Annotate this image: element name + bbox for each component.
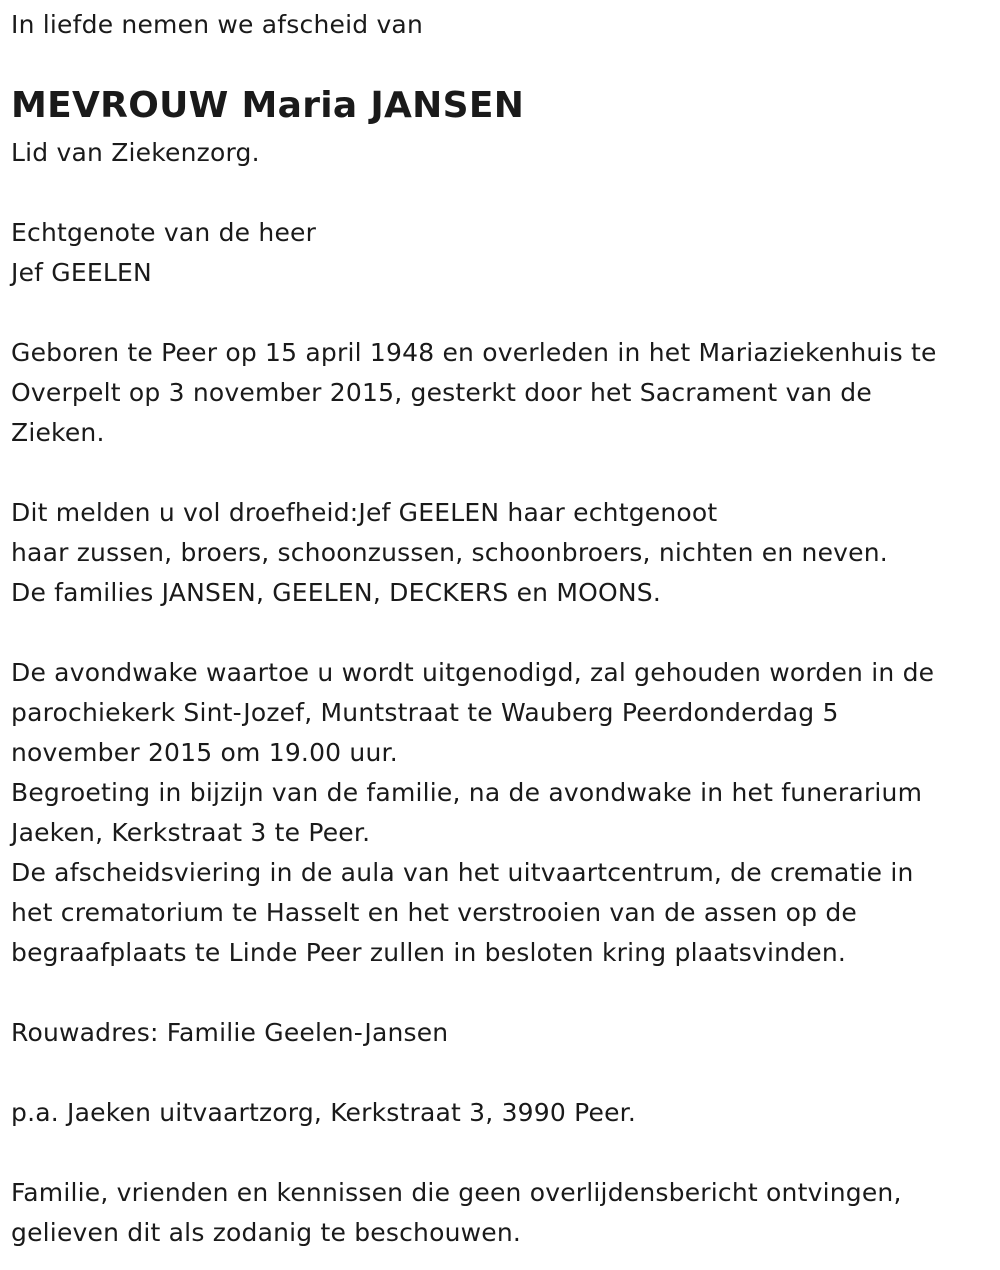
ceremony-line: De afscheidsviering in de aula van het uitvaartcentrum, de crematie in (11, 858, 914, 887)
announcer-line: Dit melden u vol droefheid:Jef GEELEN haar echtgenoot (11, 498, 718, 527)
closing-line: gelieven dit als zodanig te beschouwen. (11, 1218, 522, 1247)
spacer (11, 453, 991, 493)
spouse-name: Jef GEELEN (11, 258, 152, 287)
care-of-address: p.a. Jaeken uitvaartzorg, Kerkstraat 3, 3990 Peer. (11, 1098, 637, 1127)
spacer (11, 613, 991, 653)
deceased-name: MEVROUW Maria JANSEN (11, 85, 525, 126)
spacer (11, 1133, 991, 1173)
closing-line: Familie, vrienden en kennissen die geen overlijdensbericht ontvingen, (11, 1178, 902, 1207)
birth-line: Zieken. (11, 418, 105, 447)
ceremony-line: november 2015 om 19.00 uur. (11, 738, 398, 767)
ceremony-line: De avondwake waartoe u wordt uitgenodigd, zal gehouden worden in de (11, 658, 935, 687)
birth-line: Geboren te Peer op 15 april 1948 en overleden in het Mariaziekenhuis te (11, 338, 937, 367)
spacer (11, 293, 991, 333)
ceremony-line: begraafplaats te Linde Peer zullen in besloten kring plaatsvinden. (11, 938, 847, 967)
mourning-address: Rouwadres: Familie Geelen-Jansen (11, 1018, 449, 1047)
announcer-line: De families JANSEN, GEELEN, DECKERS en MOONS. (11, 578, 662, 607)
ceremony-line: Jaeken, Kerkstraat 3 te Peer. (11, 818, 371, 847)
spacer (11, 973, 991, 1013)
ceremony-line: Begroeting in bijzijn van de familie, na de avondwake in het funerarium (11, 778, 923, 807)
notice-body (11, 133, 991, 1253)
spacer (11, 1053, 991, 1093)
birth-line: Overpelt op 3 november 2015, gesterkt door het Sacrament van de (11, 378, 872, 407)
ceremony-line: parochiekerk Sint-Jozef, Muntstraat te Wauberg Peerdonderdag 5 (11, 698, 839, 727)
spacer (11, 173, 991, 213)
announcer-line: haar zussen, broers, schoonzussen, schoonbroers, nichten en neven. (11, 538, 888, 567)
spouse-line: Echtgenote van de heer (11, 218, 317, 247)
membership-text: Lid van Ziekenzorg. (11, 138, 260, 167)
ceremony-line: het crematorium te Hasselt en het verstrooien van de assen op de (11, 898, 858, 927)
intro-text: In liefde nemen we afscheid van (11, 10, 423, 39)
